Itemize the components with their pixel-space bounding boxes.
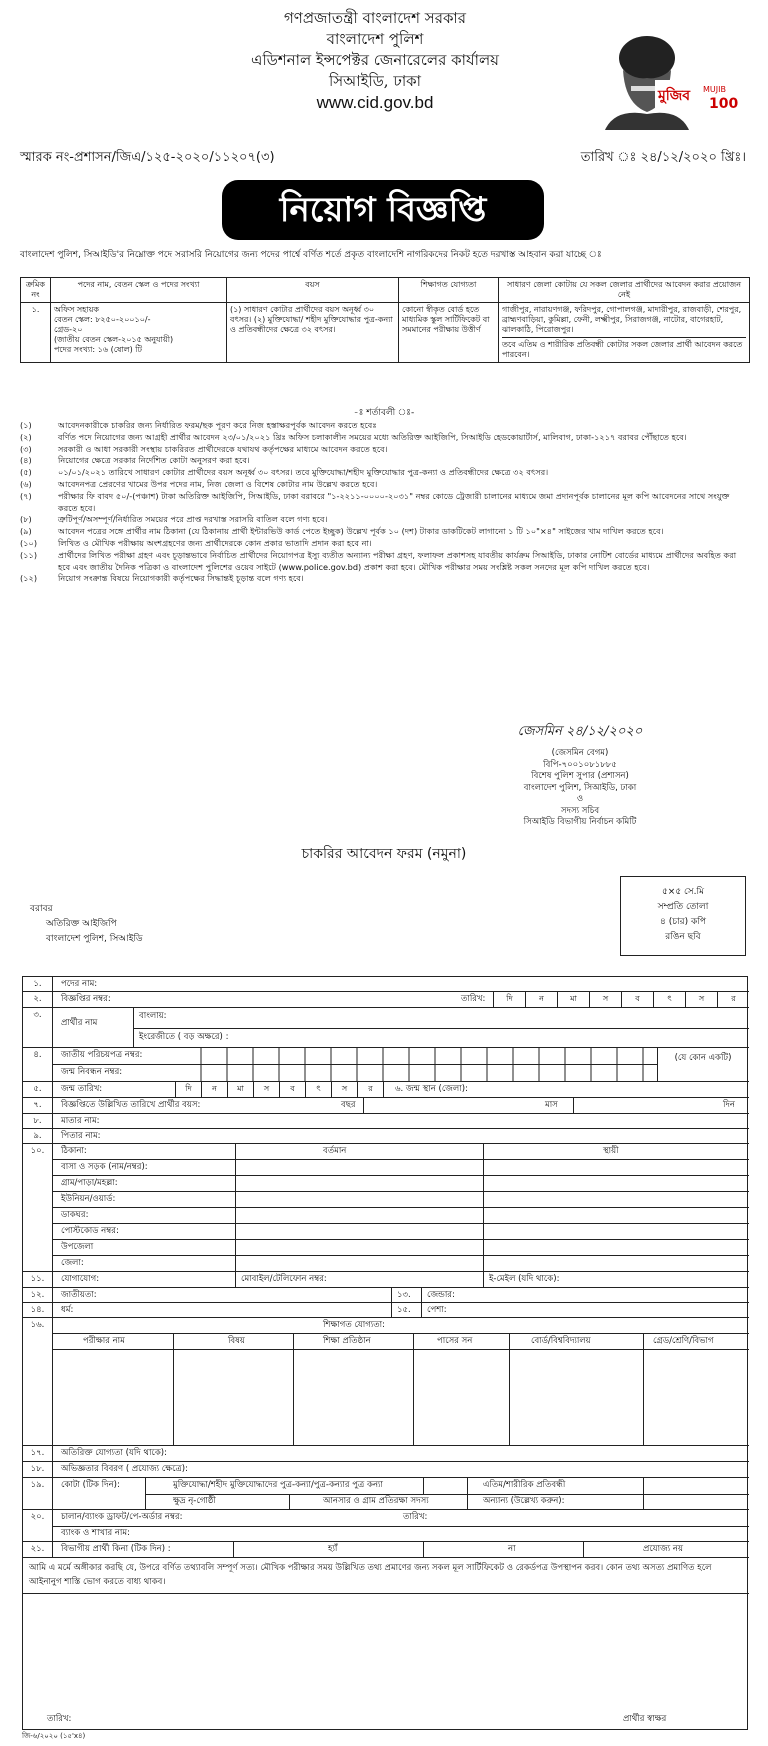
age-years-label: বছর — [341, 1100, 356, 1110]
circular-date-label: তারিখ: — [461, 994, 486, 1004]
signatory-name: (জেসমিন বেগম) — [551, 748, 609, 758]
address-line-label: ডাকঘর: — [61, 1210, 89, 1220]
item-number: (৩) — [20, 443, 32, 454]
excluded-districts — [499, 303, 750, 363]
form-row-nid — [23, 1048, 749, 1082]
address-line-label: উপজেলা — [61, 1242, 94, 1252]
item-text: বর্ণিত পদে নিয়োগের জন্য আগ্রহী প্রার্থীর আবেদন ২৩/০১/২০২১ খ্রিঃ অফিস চলাকালীন সময়ের মধ্যে অতিরিক্ত আইজিপি, সিআইডি হেডকোয়ার্টার্স, মালিবাগ, ঢাকা-১২১৭ বরাবর পৌঁছাতে হবে। — [58, 431, 687, 442]
list-item — [20, 526, 750, 538]
experience-label: অভিজ্ঞতার বিবরণ ( প্রযোজ্য ক্ষেত্রে): — [61, 1464, 188, 1474]
office-name: এডিশনাল ইন্সপেক্টর জেনারেলের কার্যালয় — [251, 51, 499, 69]
item-text: নিয়োগ সংক্রান্ত বিষয়ে নিয়োগকারী কর্তৃপক্ষের সিদ্ধান্তই চূড়ান্ত বলে গণ্য হবে। — [58, 573, 304, 584]
quota-ansar: আনসার ও গ্রাম প্রতিরক্ষা সদস্য — [323, 1496, 429, 1506]
addressee-to: বরাবর — [30, 904, 53, 914]
edu-col-institution: শিক্ষা প্রতিষ্ঠান — [323, 1336, 371, 1346]
item-number: (৮) — [20, 514, 32, 525]
district-list: গাজীপুর, নারায়ণগঞ্জ, ফরিদপুর, গোপালগঞ্জ, মাদারীপুর, রাজবাড়ী, শেরপুর, ব্রাহ্মণবাড়িয়া, কুমিল্লা, ফেনী, লক্ষ্মীপুর, সিরাজগঞ্জ, নাটোর, বাগেরহাট, ঝালকাঠি, পিরোজপুর। — [502, 305, 742, 334]
form-row-education — [23, 1318, 749, 1446]
email-label: ই-মেইল (যদি থাকে): — [489, 1274, 560, 1284]
col-post: পদের নাম, বেতন স্কেল ও পদের সংখ্যা — [51, 278, 227, 303]
challan-date-label: তারিখ: — [403, 1512, 428, 1522]
dob-label: জন্ম তারিখ: — [61, 1084, 103, 1094]
edu-col-exam: পরীক্ষার নাম — [83, 1336, 125, 1346]
address-line-label: জেলা: — [61, 1258, 84, 1268]
row-number: ১৮. — [23, 1462, 53, 1477]
form-declaration — [23, 1558, 749, 1594]
date-cell[interactable]: ন — [525, 992, 557, 1007]
edu-col-board: বোর্ড/বিশ্ববিদ্যালয় — [531, 1336, 591, 1346]
form-row-experience — [23, 1462, 749, 1478]
item-text: লিখিত ও মৌখিক পরীক্ষায় অংশগ্রহণের জন্য প্রার্থীদেরকে কোন প্রকার ভাতাদি প্রদান করা হবে না। — [58, 537, 372, 548]
form-row-father — [23, 1129, 749, 1144]
form-row-dob — [23, 1082, 749, 1098]
nid-digit-grid[interactable] — [201, 1048, 657, 1082]
form-row-departmental — [23, 1542, 749, 1558]
item-text: প্রার্থীদের লিখিত পরীক্ষা গ্রহণ এবং চূড়ান্তভাবে নির্বাচিত প্রার্থীদের নিয়োগপত্র ইস্যু ব্যতীত অন্যান্য পরীক্ষা গ্রহণ, ফলাফল প্রকাশসহ যাবতীয় কার্যক্রম সিআইডি, ঢাকার নোটিশ বোর্ডের মাধ্যমে প্রার্থীদের অবহিত করা হবে এবং জাতীয় দৈনিক পত্রিকা ও বাংলাদেশ পুলিশের ওয়েব সাইটে (www.police.gov.bd) প্রকাশ করা হবে। মৌখিক পরীক্ষার সময় সংশ্লিষ্ট সকল সনদের মূল কপি দাখিল করতে হবে। — [58, 549, 737, 572]
grade: গ্রেড-২০ — [54, 325, 83, 334]
scale-note: (জাতীয় বেতন স্কেল-২০১৫ অনুযায়ী) — [54, 335, 174, 344]
list-item — [20, 550, 750, 574]
form-row-challan — [23, 1510, 749, 1542]
row-number: ৮. — [23, 1114, 53, 1128]
form-row-religion — [23, 1303, 749, 1318]
handwritten-signature: জেসমিন ২৪/১২/২০২০ — [517, 724, 643, 739]
pay-scale: বেতন স্কেল: ৮২৫০-২০০১০/- — [54, 315, 151, 324]
date-cell[interactable]: মা — [227, 1082, 253, 1097]
name-english-label: ইংরেজীতে ( বড় অক্ষরে) : — [139, 1032, 229, 1042]
signatory-and: ও — [576, 794, 584, 804]
row-number: ১২. — [23, 1288, 53, 1302]
mobile-label: মোবাইল/টেলিফোন নম্বর: — [241, 1274, 327, 1284]
date-cell[interactable]: দি — [175, 1082, 201, 1097]
list-item — [20, 479, 750, 491]
item-text: পরীক্ষার ফি বাবদ ৫০/-(পঞ্চাশ) টাকা অতিরিক্ত আইজিপি, সিআইডি, ঢাকা বরাবরে "১-২২১১-০০০০-২০৩১" নম্বর কোডে ট্রেজারী চালানের মাধ্যমে জমা প্রদানপূর্বক চালানের মূল কপি আবেদনের সাথে সংযুক্ত করতে হবে। — [58, 490, 730, 513]
father-name-label: পিতার নাম: — [61, 1131, 101, 1141]
photo-size: ৫×৫ সে.মি — [661, 887, 705, 897]
date-cell[interactable]: র — [717, 992, 749, 1007]
address-line-label: বাসা ও সড়ক (নাম/নম্বর): — [61, 1162, 148, 1172]
date-cell[interactable]: স — [253, 1082, 279, 1097]
address-line-label: পোস্টকোড নম্বর: — [61, 1226, 119, 1236]
circular-number-label: বিজ্ঞপ্তির নম্বর: — [61, 994, 111, 1004]
col-age: বয়স — [227, 278, 399, 303]
applicant-signature-label: প্রার্থীর স্বাক্ষর — [623, 1714, 667, 1724]
item-number: (৭) — [20, 490, 32, 501]
applicant-name-label: প্রার্থীর নাম — [61, 1018, 98, 1028]
conditions-title: -ঃ শর্তাবলী ঃ- — [353, 408, 415, 418]
office-location: সিআইডি, ঢাকা — [328, 72, 422, 90]
signatory-office: বাংলাদেশ পুলিশ, সিআইডি, ঢাকা — [523, 782, 637, 793]
item-text: আবেদন পত্রের সঙ্গে প্রার্থীর নাম ঠিকানা (যে ঠিকানায় প্রার্থী ইন্টারভিউ কার্ড পেতে ইচ্ছুক) উল্লেখ পূর্বক ১০ (দশ) টাকার ডাকটিকেট লাগানো ১ টি ১০"×৪" সাইজের খাম দাখিল করতে হবে। — [58, 526, 664, 537]
form-row-quota — [23, 1478, 749, 1510]
occupation-label: পেশা: — [427, 1305, 447, 1315]
row-number: ১৭. — [23, 1446, 53, 1461]
list-item — [20, 432, 750, 444]
row-number: ১৪. — [23, 1303, 53, 1317]
addressee-title: অতিরিক্ত আইজিপি — [46, 919, 117, 929]
row-number: ৯. — [23, 1129, 53, 1143]
nid-note: (যে কোন একটি) — [674, 1053, 732, 1063]
list-item — [20, 455, 750, 467]
row-number: ১৫. — [397, 1305, 411, 1315]
religion-label: ধর্ম: — [61, 1305, 74, 1315]
item-number: (৫) — [20, 467, 32, 478]
post-name-label: পদের নাম: — [61, 979, 98, 989]
nid-label: জাতীয় পরিচয়পত্র নম্বর: — [61, 1050, 143, 1060]
row-number: ৪. — [23, 1048, 53, 1081]
date-cell[interactable]: ব — [279, 1082, 305, 1097]
row-number: ১৬. — [23, 1318, 53, 1445]
quota-freedom-fighter: মুক্তিযোদ্ধা/শহীদ মুক্তিযোদ্ধাদের পুত্র-কন্যা/পুত্র-কন্যার পুত্র কন্যা — [173, 1480, 383, 1490]
item-number: (১২) — [20, 573, 38, 584]
addressee — [30, 902, 143, 947]
name-bangla-label: বাংলায়: — [139, 1011, 167, 1021]
form-row-additional — [23, 1446, 749, 1462]
row-number: ২১. — [23, 1542, 53, 1557]
date-cell[interactable]: ব — [621, 992, 653, 1007]
mother-name-label: মাতার নাম: — [61, 1116, 100, 1126]
form-signature-row — [23, 1594, 749, 1731]
address-permanent-label: স্থায়ী — [603, 1146, 619, 1156]
notice-title: নিয়োগ বিজ্ঞপ্তি — [222, 180, 544, 240]
photo-color: রঙিন ছবি — [665, 932, 701, 942]
birthplace-label: ৬. জন্ম স্থান (জেলা): — [395, 1084, 468, 1094]
edu-col-grade: গ্রেড/শ্রেণি/বিভাগ — [653, 1336, 714, 1346]
row-number: ৭. — [23, 1098, 53, 1113]
form-row-mother — [23, 1114, 749, 1129]
col-education: শিক্ষাগত যোগ্যতা — [399, 278, 499, 303]
row-number: ৫. — [23, 1082, 53, 1097]
svg-text:100: 100 — [709, 96, 739, 112]
address-current-label: বর্তমান — [323, 1146, 347, 1156]
intro-paragraph: বাংলাদেশ পুলিশ, সিআইডি'র নিম্নোক্ত পদে সরাসরি নিয়োগের জন্য পদের পার্শ্বে বর্ণিত শর্তে প্রকৃত বাংলাদেশি নাগরিকদের নিকট হতে দরখাস্ত আহবান করা যাচ্ছে ঃ — [20, 250, 602, 260]
item-number: (৯) — [20, 526, 32, 537]
row-number: ২. — [23, 992, 53, 1007]
form-row-address — [23, 1144, 749, 1272]
date-cell[interactable]: র — [357, 1082, 383, 1097]
form-row-nationality — [23, 1288, 749, 1303]
addressee-office: বাংলাদেশ পুলিশ, সিআইডি — [46, 934, 143, 944]
age-days-label: দিন — [723, 1100, 735, 1110]
sign-date-label: তারিখ: — [47, 1714, 72, 1724]
list-item — [20, 538, 750, 550]
birth-reg-label: জন্ম নিবন্ধন নম্বর: — [61, 1067, 123, 1077]
signatory-bp: বিপি-৭০০১০৮১৮৮৫ — [543, 759, 617, 770]
signatory-role: সদস্য সচিব — [560, 805, 600, 816]
post-count: পদের সংখ্যা: ১৬ (ষোল) টি — [54, 345, 142, 354]
item-number: (১১) — [20, 549, 38, 560]
item-number: (২) — [20, 431, 32, 442]
quota-label: কোটা (টিক দিন): — [61, 1480, 120, 1490]
quota-other: অন্যান্য (উল্লেখ্য করুন): — [483, 1496, 565, 1506]
declaration-text: আমি এ মর্মে অঙ্গীকার করছি যে, উপরে বর্ণিত তথ্যাবলি সম্পূর্ণ সত্য। মৌখিক পরীক্ষার সময় উল্লিখিত তথ্য প্রমাণের জন্য সকল মূল সার্টিফিকেট ও রেকর্ডপত্র উপস্থাপন করব। কোন তথ্য অসত্য প্রমাণিত হলে আইনানুগ শাস্তি ভোগ করতে বাধ্য থাকব। — [29, 1563, 712, 1587]
post-details — [51, 303, 227, 363]
application-form — [22, 976, 748, 1730]
post-table — [20, 277, 750, 363]
contact-label: যোগাযোগ: — [61, 1274, 100, 1284]
list-item — [20, 491, 750, 515]
date-cell[interactable]: ন — [201, 1082, 227, 1097]
row-number: ১০. — [23, 1144, 53, 1271]
item-text: আবেদনপত্র প্রেরণের খামের উপর পদের নাম, নিজ জেলা ও বিশেষ কোটার নাম উল্লেখ করতে হবে। — [58, 478, 378, 489]
item-text: আবেদনকারীকে চাকরির জন্য নির্ধারিত ফরম/ছক পূরণ করে নিজ হস্তাক্ষরপূর্বক আবেদন করতে হবেঃ — [58, 420, 377, 430]
education-label: শিক্ষাগত যোগ্যতা: — [323, 1320, 386, 1330]
date-cell[interactable]: স — [331, 1082, 357, 1097]
memo-date: তারিখ ঃ ২৪/১২/২০২০ খ্রিঃ। — [580, 150, 746, 165]
date-cell[interactable]: ৎ — [305, 1082, 331, 1097]
edu-col-subject: বিষয় — [228, 1336, 245, 1346]
list-item — [20, 467, 750, 479]
form-row-post — [23, 977, 749, 992]
item-number: (৪) — [20, 455, 32, 466]
row-number: ৩. — [23, 1008, 53, 1047]
education-req: কোনো স্বীকৃত বোর্ড হতে মাধ্যমিক স্কুল সার্টিফিকেট বা সমমানের পরীক্ষায় উত্তীর্ণ — [399, 303, 499, 363]
additional-qual-label: অতিরিক্ত যোগ্যতা (যদি থাকে): — [61, 1448, 167, 1458]
row-number: ১১. — [23, 1272, 53, 1287]
serial: ১. — [21, 303, 51, 363]
quota-orphan-disabled: এতিম/শারীরিক প্রতিবন্ধী — [483, 1480, 566, 1490]
table-row — [21, 303, 750, 363]
photo-recent: সম্প্রতি তোলা — [657, 902, 709, 912]
gender-label: জেন্ডার: — [427, 1290, 455, 1300]
photo-copies: ৪ (চার) কপি — [660, 917, 706, 927]
quota-ethnic: ক্ষুদ্র নৃ-গোষ্ঠী — [173, 1496, 216, 1506]
date-cell[interactable]: স — [589, 992, 621, 1007]
list-item — [20, 573, 750, 585]
address-line-label: ইউনিয়ন/ওয়ার্ড: — [61, 1194, 116, 1204]
govt-name: গণপ্রজাতন্ত্রী বাংলাদেশ সরকার — [283, 9, 467, 27]
item-number: (১০) — [20, 537, 38, 548]
letterhead-lines — [150, 8, 600, 113]
age-months-label: মাস — [545, 1100, 558, 1110]
form-row-circular — [23, 992, 749, 1008]
row-number: ২০. — [23, 1510, 53, 1541]
dept-name: বাংলাদেশ পুলিশ — [326, 30, 424, 48]
age-limit: (১) সাধারণ কোটার প্রার্থীদের বয়স অনূর্ধ্ব ৩০ বৎসর। (২) মুক্তিযোদ্ধা/ শহীদ মুক্তিযোদ্ধার পুত্র-কন্যা ও প্রতিবন্ধীদের ক্ষেত্রে ৩২ বৎসর। — [227, 303, 399, 363]
list-item — [20, 444, 750, 456]
svg-text:MUJIB: MUJIB — [703, 85, 726, 94]
item-text: নিয়োগের ক্ষেত্রে সরকার নির্দেশিত কোটা অনুসরণ করা হবে। — [58, 455, 250, 466]
signatory-committee: সিআইডি বিভাগীয় নির্বাচন কমিটি — [523, 817, 637, 827]
mujib-100-logo — [585, 18, 739, 130]
option-yes[interactable]: হ্যাঁ — [328, 1544, 338, 1554]
item-text: সরকারী ও আধা সরকারী সংস্থায় চাকরিরত প্রার্থীদেরকে যথাযথ কর্তৃপক্ষের মাধ্যমে আবেদন করতে হবে। — [58, 443, 388, 454]
nationality-label: জাতীয়তা: — [61, 1290, 97, 1300]
form-title: চাকরির আবেদন ফরম (নমুনা) — [301, 846, 467, 862]
col-districts: সাধারণ জেলা কোটায় যে সকল জেলার প্রার্থীদের আবেদন করার প্রয়োজন নেই — [499, 278, 750, 303]
option-not-applicable[interactable]: প্রযোজ্য নয় — [643, 1544, 683, 1554]
item-number: (১) — [20, 420, 32, 430]
memo-number: স্মারক নং-প্রশাসন/জিএ/১২৫-২০২০/১১২০৭(৩) — [20, 150, 275, 165]
form-row-name — [23, 1008, 749, 1048]
footer-code: জি-৬/২০২০ (১৫'x৪) — [22, 1732, 86, 1740]
row-number: ১৯. — [23, 1478, 53, 1509]
signature-block — [470, 716, 690, 829]
item-text: ত্রুটিপূর্ণ/অসম্পূর্ণ/নির্ধারিত সময়ের পরে প্রাপ্ত দরখাস্ত সরাসরি বাতিল বলে গণ্য হবে। — [58, 514, 328, 525]
age-label: বিজ্ঞপ্তিতে উল্লিখিত তারিখে প্রার্থীর বয়স: — [61, 1100, 201, 1110]
item-number: (৬) — [20, 478, 32, 489]
list-item — [20, 514, 750, 526]
date-cell[interactable]: স — [685, 992, 717, 1007]
photo-box — [620, 876, 746, 956]
svg-text:মুজিব: মুজিব — [658, 88, 691, 104]
row-number: ১. — [23, 977, 53, 991]
option-no[interactable]: না — [508, 1544, 516, 1554]
edu-col-year: পাসের সন — [437, 1336, 473, 1346]
list-item — [20, 420, 750, 432]
address-label: ঠিকানা: — [61, 1146, 87, 1156]
district-note: তবে এতিম ও শারীরিক প্রতিবন্ধী কোটার সকল জেলার প্রার্থী আবেদন করতে পারবেন। — [502, 337, 746, 360]
challan-label: চালান/ব্যাংক ড্রাফট/পে-অর্ডার নম্বর: — [61, 1512, 183, 1522]
item-text: ০১/০১/২০২১ তারিখে সাধারণ কোটার প্রার্থীদের বয়স অনূর্ধ্ব ৩০ বৎসর। তবে মুক্তিযোদ্ধা/শহীদ মুক্তিযোদ্ধার পুত্র-কন্যা ও প্রতিবন্ধীদের ক্ষেত্রে ৩২ বৎসর। — [58, 467, 549, 478]
date-cell[interactable]: দি — [493, 992, 525, 1007]
post-name: অফিস সহায়ক — [54, 305, 100, 314]
departmental-label: বিভাগীয় প্রার্থী কিনা (টিক দিন) : — [61, 1544, 171, 1554]
website-url: www.cid.gov.bd — [316, 93, 434, 112]
conditions-list — [20, 420, 750, 585]
row-number: ১৩. — [397, 1290, 411, 1300]
col-serial: ক্রমিক নং — [21, 278, 51, 303]
form-row-age — [23, 1098, 749, 1114]
date-cell[interactable]: মা — [557, 992, 589, 1007]
signatory-designation: বিশেষ পুলিশ সুপার (প্রশাসন) — [531, 771, 629, 781]
date-cell[interactable]: ৎ — [653, 992, 685, 1007]
address-line-label: গ্রাম/পাড়া/মহল্লা: — [61, 1178, 118, 1188]
form-row-contact — [23, 1272, 749, 1288]
bank-branch-label: ব্যাংক ও শাখার নাম: — [61, 1528, 130, 1538]
